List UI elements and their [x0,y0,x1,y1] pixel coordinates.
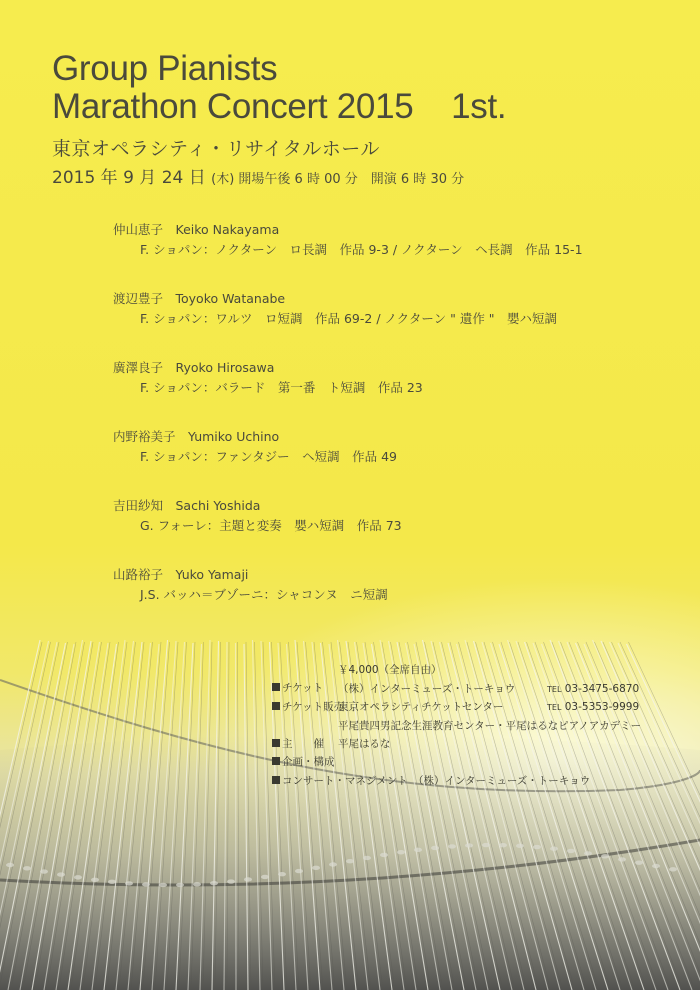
ticket-label: チケット [282,682,324,694]
day-of-week: (木) [211,172,235,187]
program-item [113,221,673,290]
title-line-2: Marathon Concert 2015 1st. [52,87,507,126]
program-item [113,359,673,428]
performer-name: 山路裕子 Yuko Yamaji [113,567,249,582]
tel-label: TEL [547,703,562,713]
phone-number: 03-5353-9999 [561,701,640,714]
planning-value: 平尾はるな [338,738,391,751]
piano-strings-image [0,600,700,990]
management-text: コンサート・マネジメント （株）インターミューズ・トーキョウ [282,774,591,787]
title-line-1: Group Pianists [52,49,278,88]
program-item [113,290,673,359]
program-item [113,497,673,566]
ticket-price: ￥4,000（全席自由） [338,664,442,676]
piece-title: G. フォーレ：主題と変奏 嬰ハ短調 作品 73 [140,518,402,533]
program-list [113,221,673,635]
planning-row [252,735,590,769]
phone-number: 03-3475-6870 [561,682,640,695]
program-item [113,566,673,635]
performer-name: 廣澤良子 Ryoko Hirosawa [113,360,275,375]
performer-name: 吉田紗知 Sachi Yoshida [113,498,261,513]
program-item [113,428,673,497]
date-time [52,163,464,188]
sales-vendor-2: 東京オペラシティチケットセンター [338,701,504,714]
concert-info [252,661,642,787]
performer-name: 仲山恵子 Keiko Nakayama [113,222,280,237]
concert-title [52,50,506,126]
ticket-sales-row-2 [252,698,640,717]
sales-label: チケット販売 [282,700,345,713]
organizer-label: 主 催 [282,737,325,750]
planning-label: 企画・構成 [282,756,335,769]
date-main: 2015 年 9 月 24 日 [52,168,212,188]
organizer-value: 平尾貴四男記念生涯教育センター・平尾はるなピアノアカデミー [338,719,642,732]
performer-name: 渡辺豊子 Toyoko Watanabe [113,291,286,306]
management-row [252,754,591,787]
piece-title: F. ショパン：ノクターン ロ長調 作品 9-3 / ノクターン ヘ長調 作品 15-1 [140,242,583,257]
piece-title: J.S. バッハ＝ブゾーニ：シャコンヌ ニ短調 [140,587,388,602]
square-bullet-icon [272,776,280,784]
performer-name: 内野裕美子 Yumiko Uchino [113,429,280,444]
piece-title: F. ショパン：ワルツ ロ短調 作品 69-2 / ノクターン " 遺作 " 嬰ハ短調 [140,311,558,326]
sales-vendor-1: （株）インターミューズ・トーキョウ [338,682,516,695]
piece-title: F. ショパン：バラード 第一番 ト短調 作品 23 [140,380,423,395]
venue: 東京オペラシティ・リサイタルホール [52,138,380,160]
organizer-row [252,717,642,750]
sales-phone-1 [547,680,639,699]
tel-label: TEL [547,684,562,694]
doors-start-times: 開場午後 6 時 00 分 開演 6 時 30 分 [234,172,465,187]
piece-title: F. ショパン：ファンタジー ヘ短調 作品 49 [140,449,398,464]
sales-phone-2 [547,698,639,717]
